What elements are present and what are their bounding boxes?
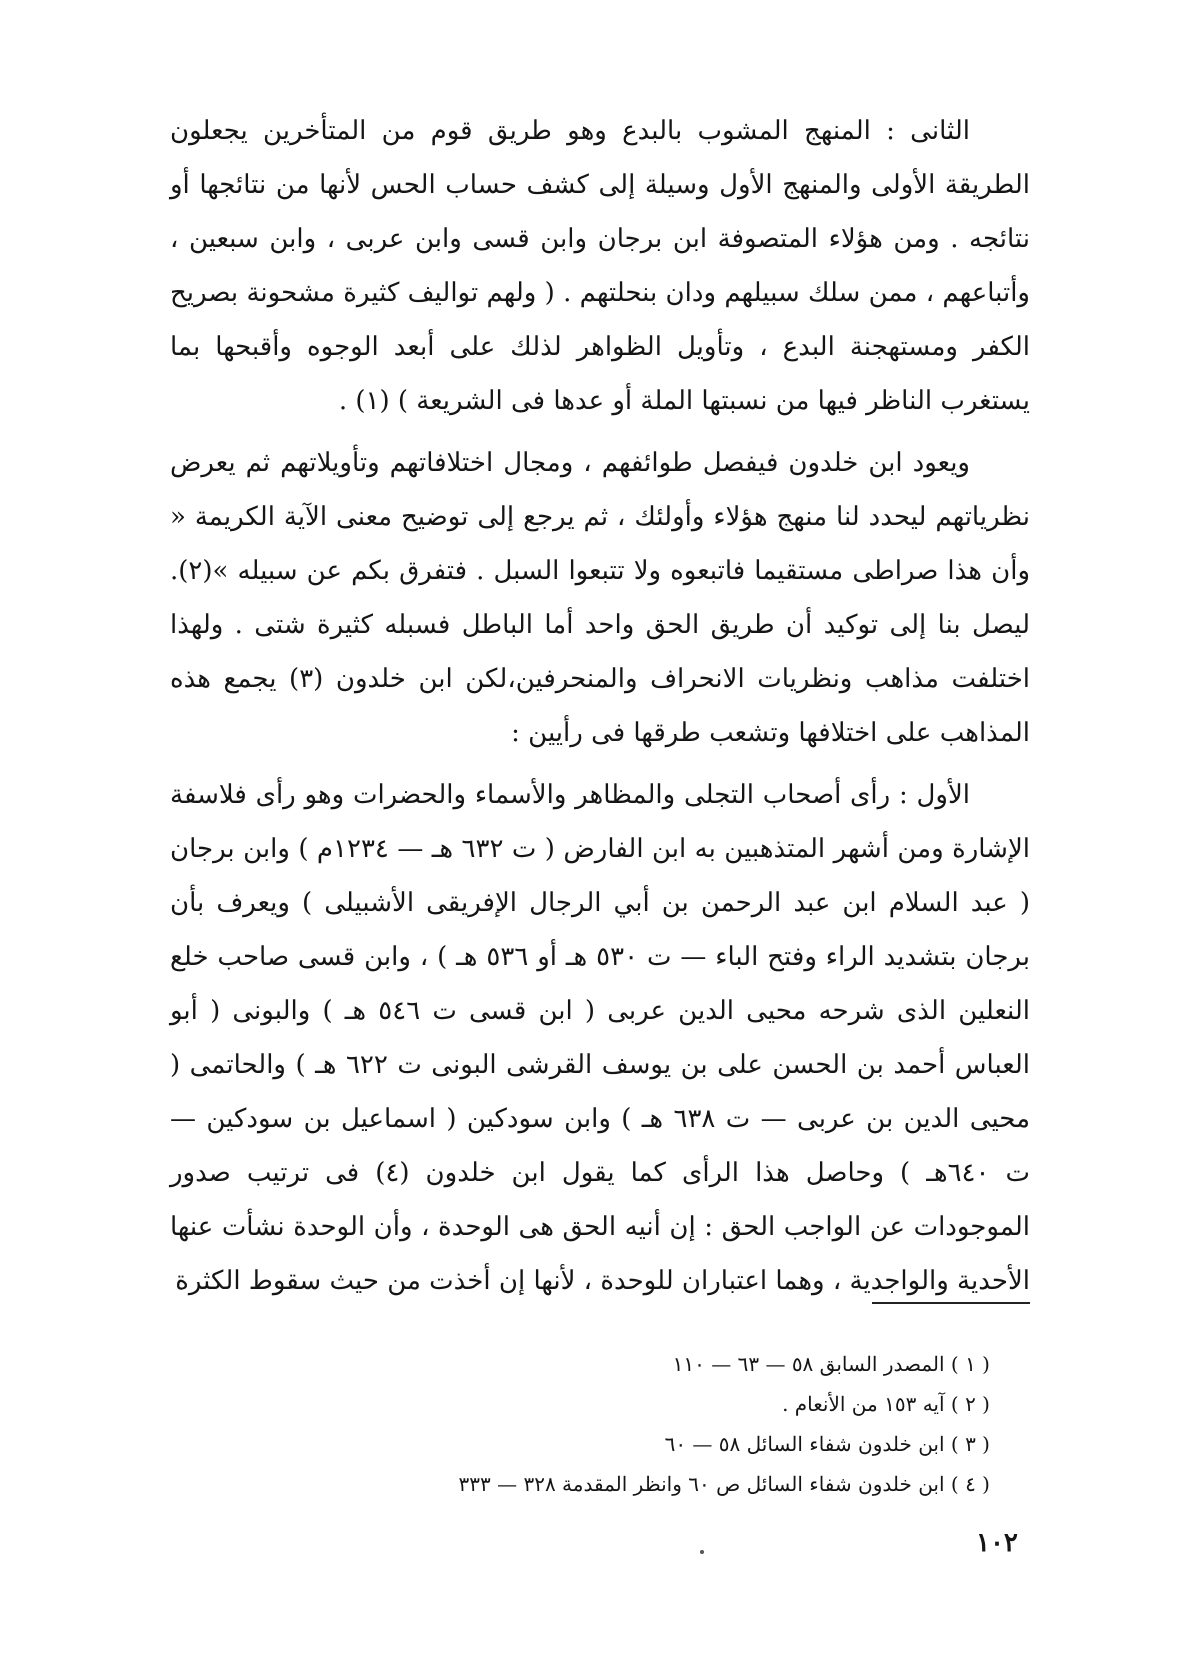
- page-number: ١٠٢: [976, 1528, 1018, 1558]
- main-text: [170, 104, 1030, 1316]
- footnote-4: ( ٤ ) ابن خلدون شفاء السائل ص ٦٠ وانظر المقدمة ٣٢٨ — ٣٣٣: [458, 1472, 990, 1496]
- paragraph-second-method: الثانى : المنهج المشوب بالبدع وهو طريق قوم من المتأخرين يجعلون الطريقة الأولى والمنهج الأول وسيلة إلى كشف حساب الحس لأنها من نتائجها أو نتائجه . ومن هؤلاء المتصوفة ابن برجان وابن قسى وابن عربى ، وابن سبعين ، وأتباعهم ، ممن سلك سبيلهم ودان بنحلتهم . ( ولهم تواليف كثيرة مشحونة بصريح الكفر ومستهجنة البدع ، وتأويل الظواهر لذلك على أبعد الوجوه وأقبحها بما يستغرب الناظر فيها من نسبتها الملة أو عدها فى الشريعة ) (١) .: [170, 116, 1030, 416]
- paragraph-first-opinion: الأول : رأى أصحاب التجلى والمظاهر والأسماء والحضرات وهو رأى فلاسفة الإشارة ومن أشهر المتذهبين به ابن الفارض ( ت ٦٣٢ هـ — ١٢٣٤م ) وابن برجان ( عبد السلام ابن عبد الرحمن بن أبي الرجال الإفريقى الأشبيلى ) ويعرف بأن برجان بتشديد الراء وفتح الباء — ت ٥٣٠ هـ أو ٥٣٦ هـ ) ، وابن قسى صاحب خلع النعلين الذى شرحه محيى الدين عربى ( ابن قسى ت ٥٤٦ هـ ) والبونى ( أبو العباس أحمد بن الحسن على بن يوسف القرشى البونى ت ٦٢٢ هـ ) والحاتمى ( محيى الدين بن عربى — ت ٦٣٨ هـ ) وابن سودكين ( اسماعيل بن سودكين — ت ٦٤٠هـ ) وحاصل هذا الرأى كما يقول ابن خلدون (٤) فى ترتيب صدور الموجودات عن الواجب الحق : إن أنيه الحق هى الوحدة ، وأن الوحدة نشأت عنها الأحدية والواجدية ، وهما اعتباران للوحدة ، لأنها إن أخذت من حيث سقوط الكثرة: [170, 780, 1031, 1296]
- print-dot: [700, 1550, 704, 1554]
- footnote-2: ( ٢ ) آيه ١٥٣ من الأنعام .: [782, 1392, 990, 1416]
- paragraph-ibn-khaldun: ويعود ابن خلدون فيفصل طوائفهم ، ومجال اختلافاتهم وتأويلاتهم ثم يعرض نظرياتهم ليحدد لنا منهج هؤلاء وأولئك ، ثم يرجع إلى توضيح معنى الآية الكريمة « وأن هذا صراطى مستقيما فاتبعوه ولا تتبعوا السبل . فتفرق بكم عن سبيله »(٢). ليصل بنا إلى توكيد أن طريق الحق واحد أما الباطل فسبله كثيرة شتى . ولهذا اختلفت مذاهب ونظريات الانحراف والمنحرفين،لكن ابن خلدون (٣) يجمع هذه المذاهب على اختلافها وتشعب طرقها فى رأيين :: [170, 448, 1030, 748]
- footnote-divider: [872, 1302, 1030, 1304]
- footnotes: [170, 1344, 990, 1504]
- footnote-1: ( ١ ) المصدر السابق ٥٨ — ٦٣ — ١١٠: [672, 1352, 990, 1376]
- footnote-3: ( ٣ ) ابن خلدون شفاء السائل ٥٨ — ٦٠: [664, 1432, 990, 1456]
